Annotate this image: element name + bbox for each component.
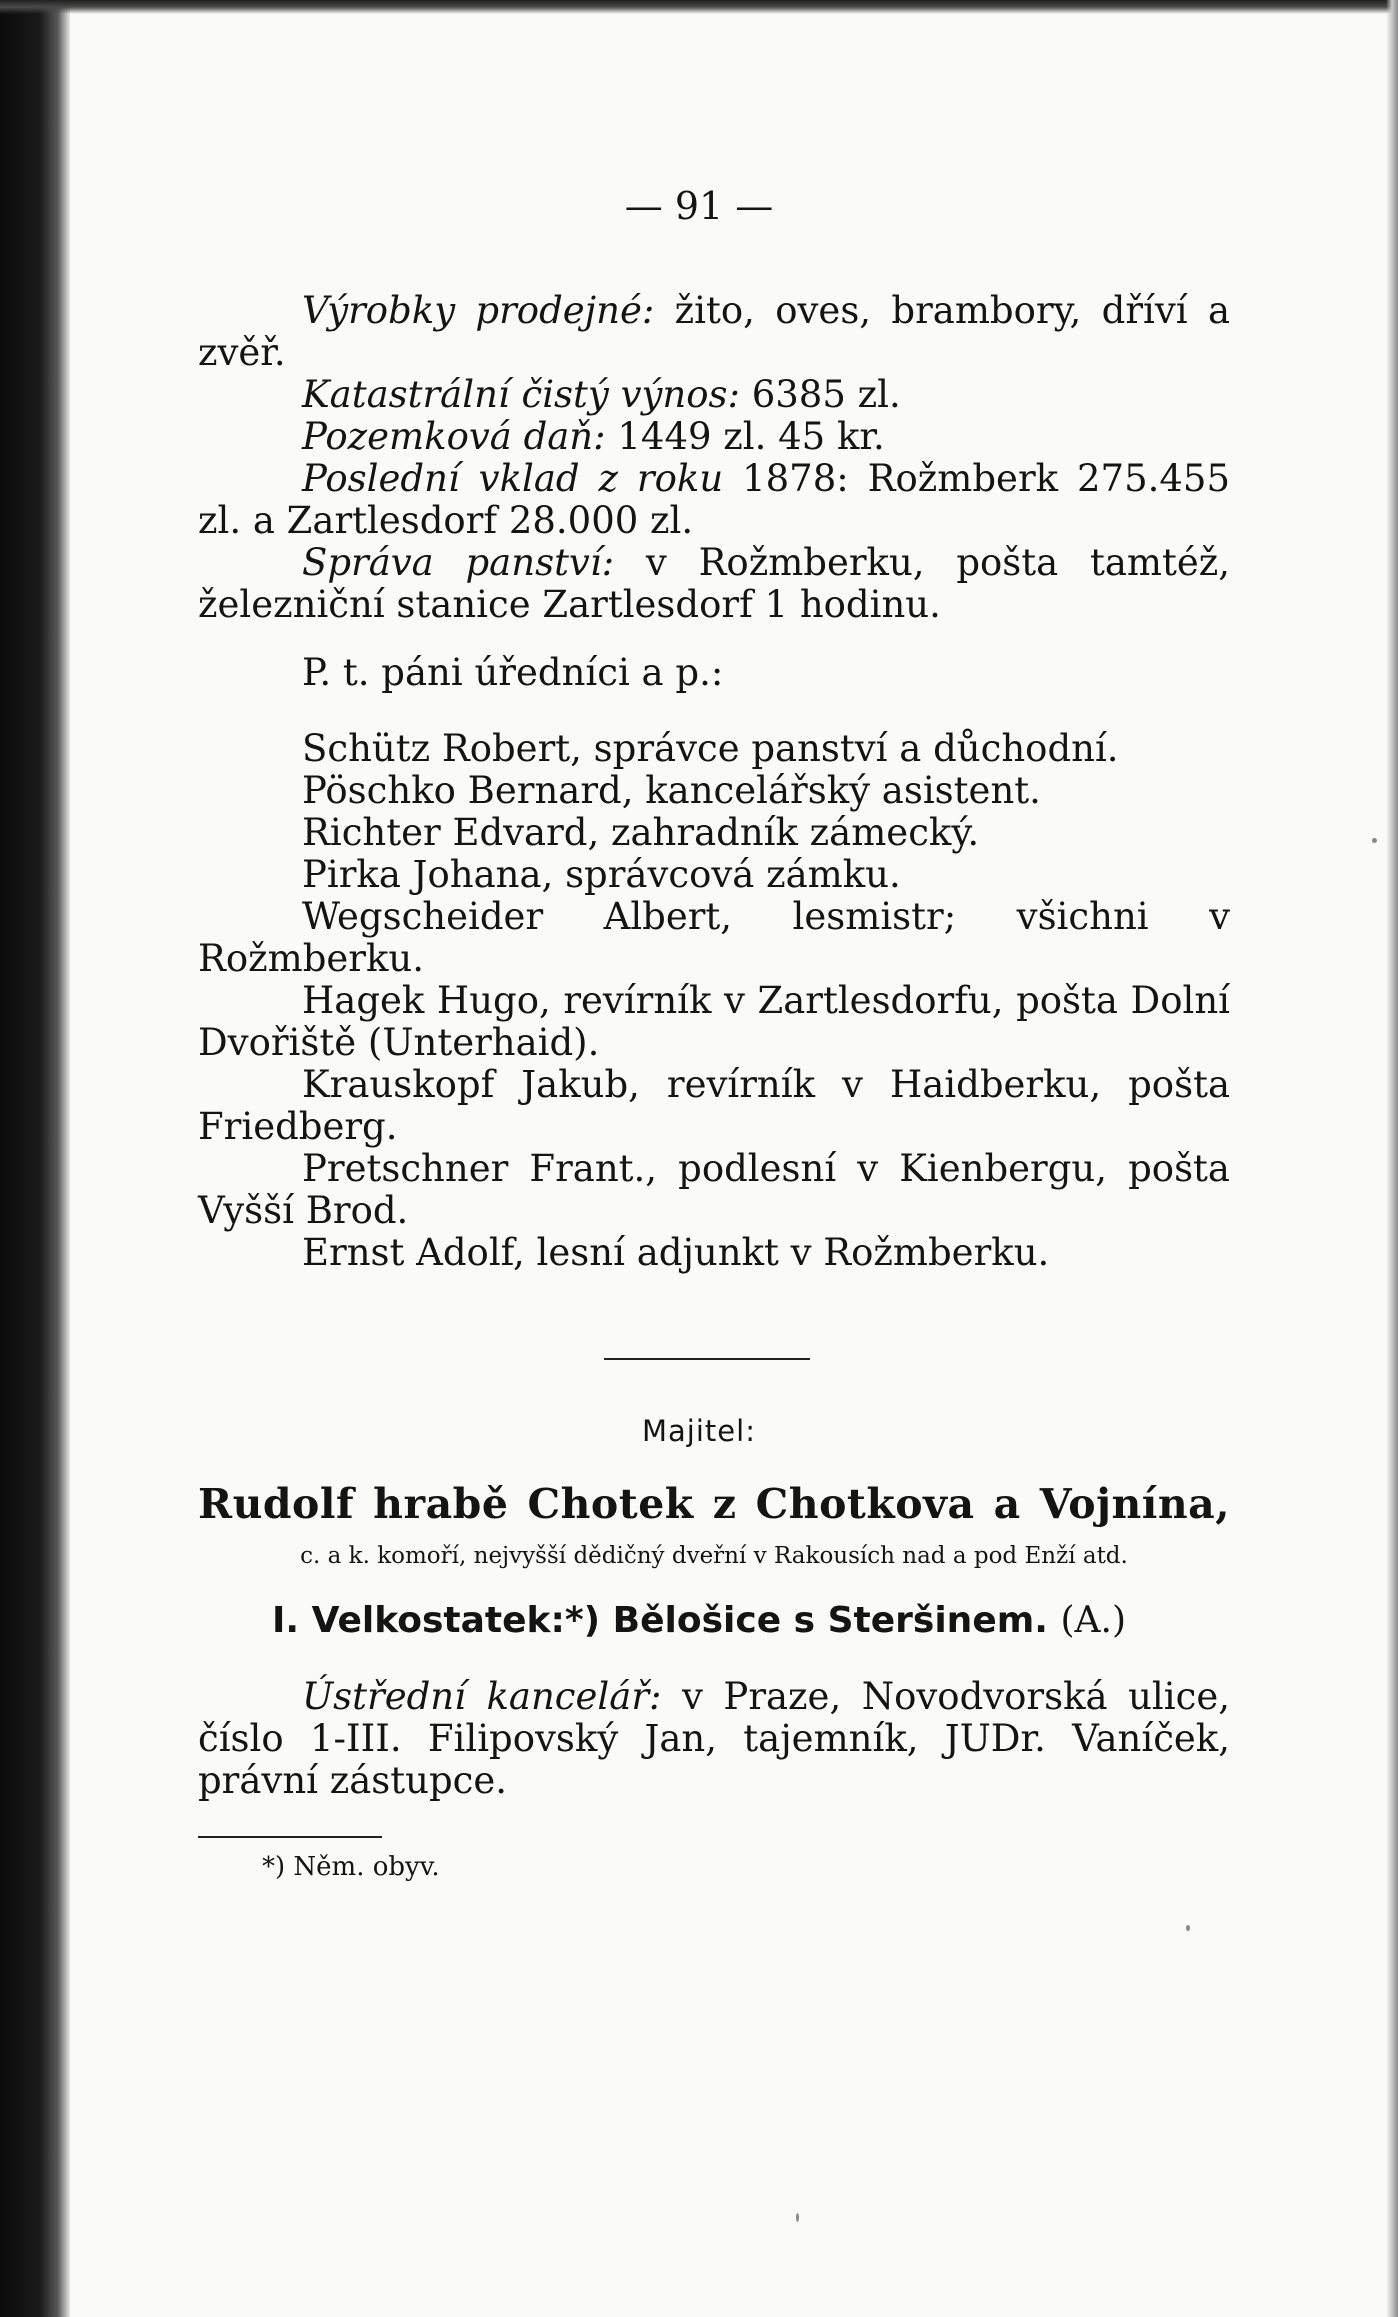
footnote-divider: [198, 1836, 382, 1838]
official-entry: Pirka Johana, správcová zámku.: [302, 853, 901, 896]
administration-entry: [198, 542, 1230, 626]
official-entry: Pöschko Bernard, kancelářský asistent.: [302, 769, 1041, 812]
scan-speck: [1186, 1925, 1190, 1931]
last-deposit-label: Poslední vklad z roku: [302, 457, 724, 500]
owner-title: c. a k. komoří, nejvyšší dědičný dveřní v Rakousích nad a pod Enží atd.: [300, 1543, 1128, 1569]
central-office-label: Ústřední kancelář:: [302, 1675, 662, 1718]
land-tax-text: 1449 zl. 45 kr.: [605, 415, 885, 458]
official-entry: Schütz Robert, správce panství a důchodní.: [302, 727, 1119, 770]
scan-top-edge: [0, 0, 1398, 14]
official-entry: Ernst Adolf, lesní adjunkt v Rožmberku.: [302, 1231, 1050, 1274]
footnote: *) Něm. obyv.: [262, 1852, 440, 1882]
estate-heading-text: I. Velkostatek:*) Bělošice s Steršinem.: [272, 1600, 1048, 1641]
land-tax-label: Pozemková daň:: [302, 415, 606, 458]
cadastral-label: Katastrální čistý výnos:: [302, 373, 740, 416]
administration-text: v Rožmberku, pošta tamtéž, železniční stanice Zartlesdorf 1 hodinu.: [198, 541, 1230, 626]
official-entry: Richter Edvard, zahradník zámecký.: [302, 811, 980, 854]
products-label: Výrobky prodejné:: [302, 289, 655, 332]
spacer: [198, 626, 1230, 652]
scan-left-edge: [0, 0, 70, 2317]
products-text: žito, oves, brambory, dříví a zvěř.: [198, 289, 1230, 374]
scan-right-edge: [1386, 0, 1398, 2317]
cadastral-entry: [198, 374, 1230, 416]
estate-details: [198, 290, 1230, 1274]
administration-label: Správa panství:: [302, 541, 615, 584]
official-entry: Krauskopf Jakub, revírník v Haidberku, pošta Friedberg.: [198, 1063, 1230, 1148]
page-number: — 91 —: [624, 184, 774, 228]
land-tax-entry: [198, 416, 1230, 458]
officials-intro: P. t. páni úředníci a p.:: [302, 651, 724, 694]
official-entry: Hagek Hugo, revírník v Zartlesdorfu, pošta Dolní Dvořiště (Unterhaid).: [198, 979, 1230, 1064]
owner-label: Majitel:: [642, 1414, 756, 1448]
estate-heading-suffix: (A.): [1060, 1600, 1126, 1641]
central-office-entry: [198, 1676, 1230, 1802]
central-office-text: v Praze, Novodvorská ulice, číslo 1-III. Filipovský Jan, tajemník, JUDr. Vaníček, právní zástupce.: [198, 1675, 1230, 1802]
spacer: [198, 694, 1230, 728]
official-entry: Pretschner Frant., podlesní v Kienbergu, pošta Vyšší Brod.: [198, 1147, 1230, 1232]
last-deposit-entry: [198, 458, 1230, 542]
official-entry: Wegscheider Albert, lesmistr; všichni v Rožmberku.: [198, 895, 1230, 980]
section-divider: [604, 1358, 810, 1360]
cadastral-text: 6385 zl.: [739, 373, 901, 416]
last-deposit-text: 1878: Rožmberk 275.455 zl. a Zartlesdorf 28.000 zl.: [198, 457, 1230, 542]
owner-name: Rudolf hrabě Chotek z Chotkova a Vojnína,: [198, 1480, 1230, 1528]
scan-speck: [796, 2213, 799, 2222]
products-entry: [198, 290, 1230, 374]
central-office-paragraph: [198, 1676, 1230, 1802]
estate-heading: [0, 1598, 1398, 1644]
scan-speck: [1372, 838, 1377, 843]
